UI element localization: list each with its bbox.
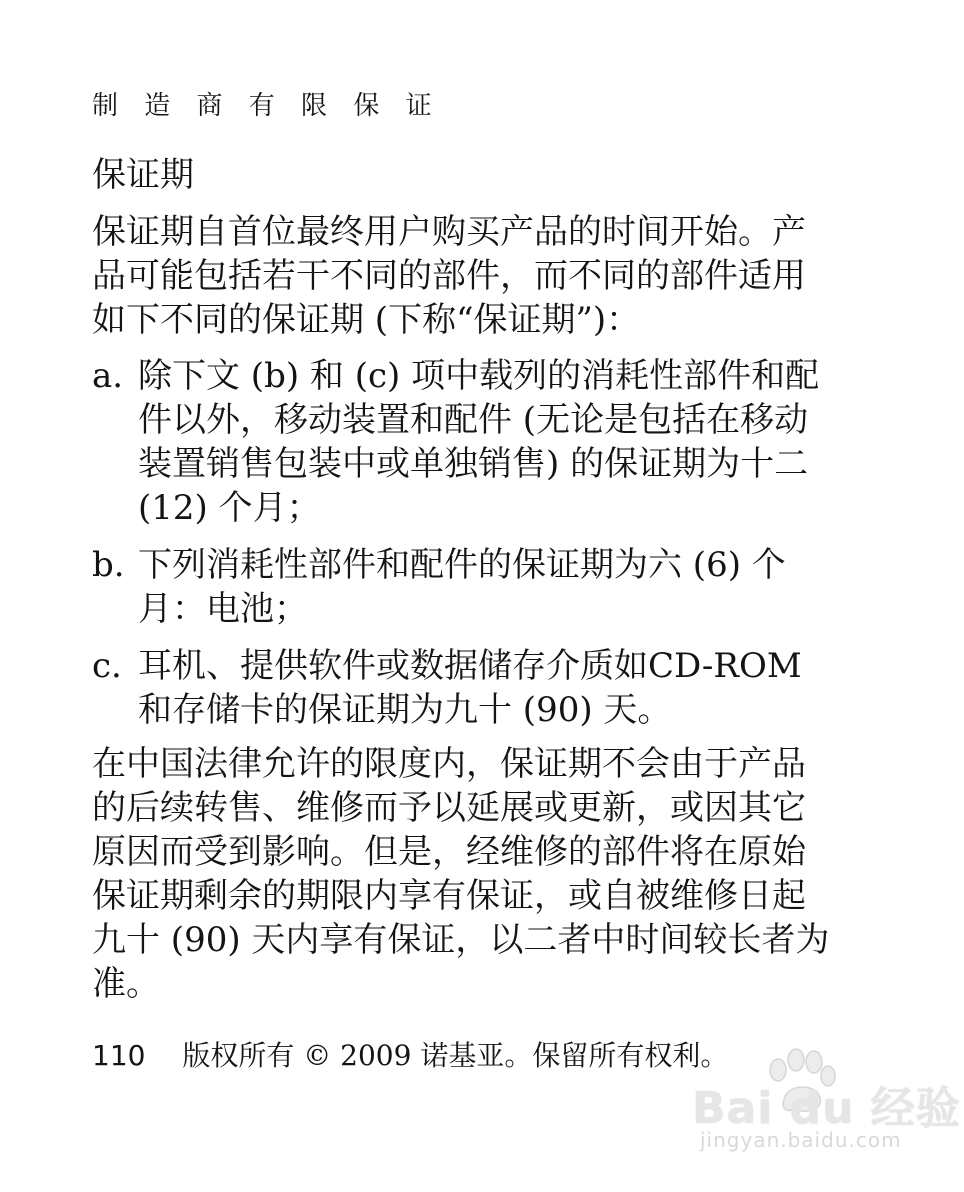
page-footer xyxy=(92,1036,728,1076)
list-item-text: 耳机、提供软件或数据储存介质如CD-ROM和存储卡的保证期为九十 (90) 天。 xyxy=(138,646,802,730)
running-head: 制 造 商 有 限 保 证 xyxy=(92,91,441,121)
list-item xyxy=(92,644,832,732)
list-marker: a. xyxy=(92,356,124,396)
list-marker: c. xyxy=(92,646,122,686)
section-heading: 保证期 xyxy=(92,155,194,195)
intro-paragraph: 保证期自首位最终用户购买产品的时间开始。产品可能包括若干不同的部件，而不同的部件适用如下不同的保证期 (下称“保证期”)： xyxy=(92,212,806,340)
list-item-text: 除下文 (b) 和 (c) 项中载列的消耗性部件和配件以外，移动装置和配件 (无论是包括在移动装置销售包装中或单独销售) 的保证期为十二 (12) 个月； xyxy=(138,356,820,528)
watermark-brand: Bai du 经验 xyxy=(692,1083,961,1134)
list-item xyxy=(92,354,832,530)
final-paragraph: 在中国法律允许的限度内，保证期不会由于产品的后续转售、维修而予以延展或更新，或因其它原因而受到影响。但是，经维修的部件将在原始保证期剩余的期限内享有保证，或自被维修日起九十 (90) 天内享有保证，以二者中时间较长者为准。 xyxy=(92,744,830,1004)
watermark xyxy=(690,1048,961,1160)
list-item xyxy=(92,543,832,631)
page-number: 110 xyxy=(92,1039,146,1072)
copyright-notice: 版权所有 © 2009 诺基亚。保留所有权利。 xyxy=(182,1039,729,1072)
list-item-text: 下列消耗性部件和配件的保证期为六 (6) 个月：电池； xyxy=(138,545,786,629)
watermark-url: jingyan.baidu.com xyxy=(700,1128,902,1152)
warranty-period-list xyxy=(92,354,832,745)
list-marker: b. xyxy=(92,545,125,585)
